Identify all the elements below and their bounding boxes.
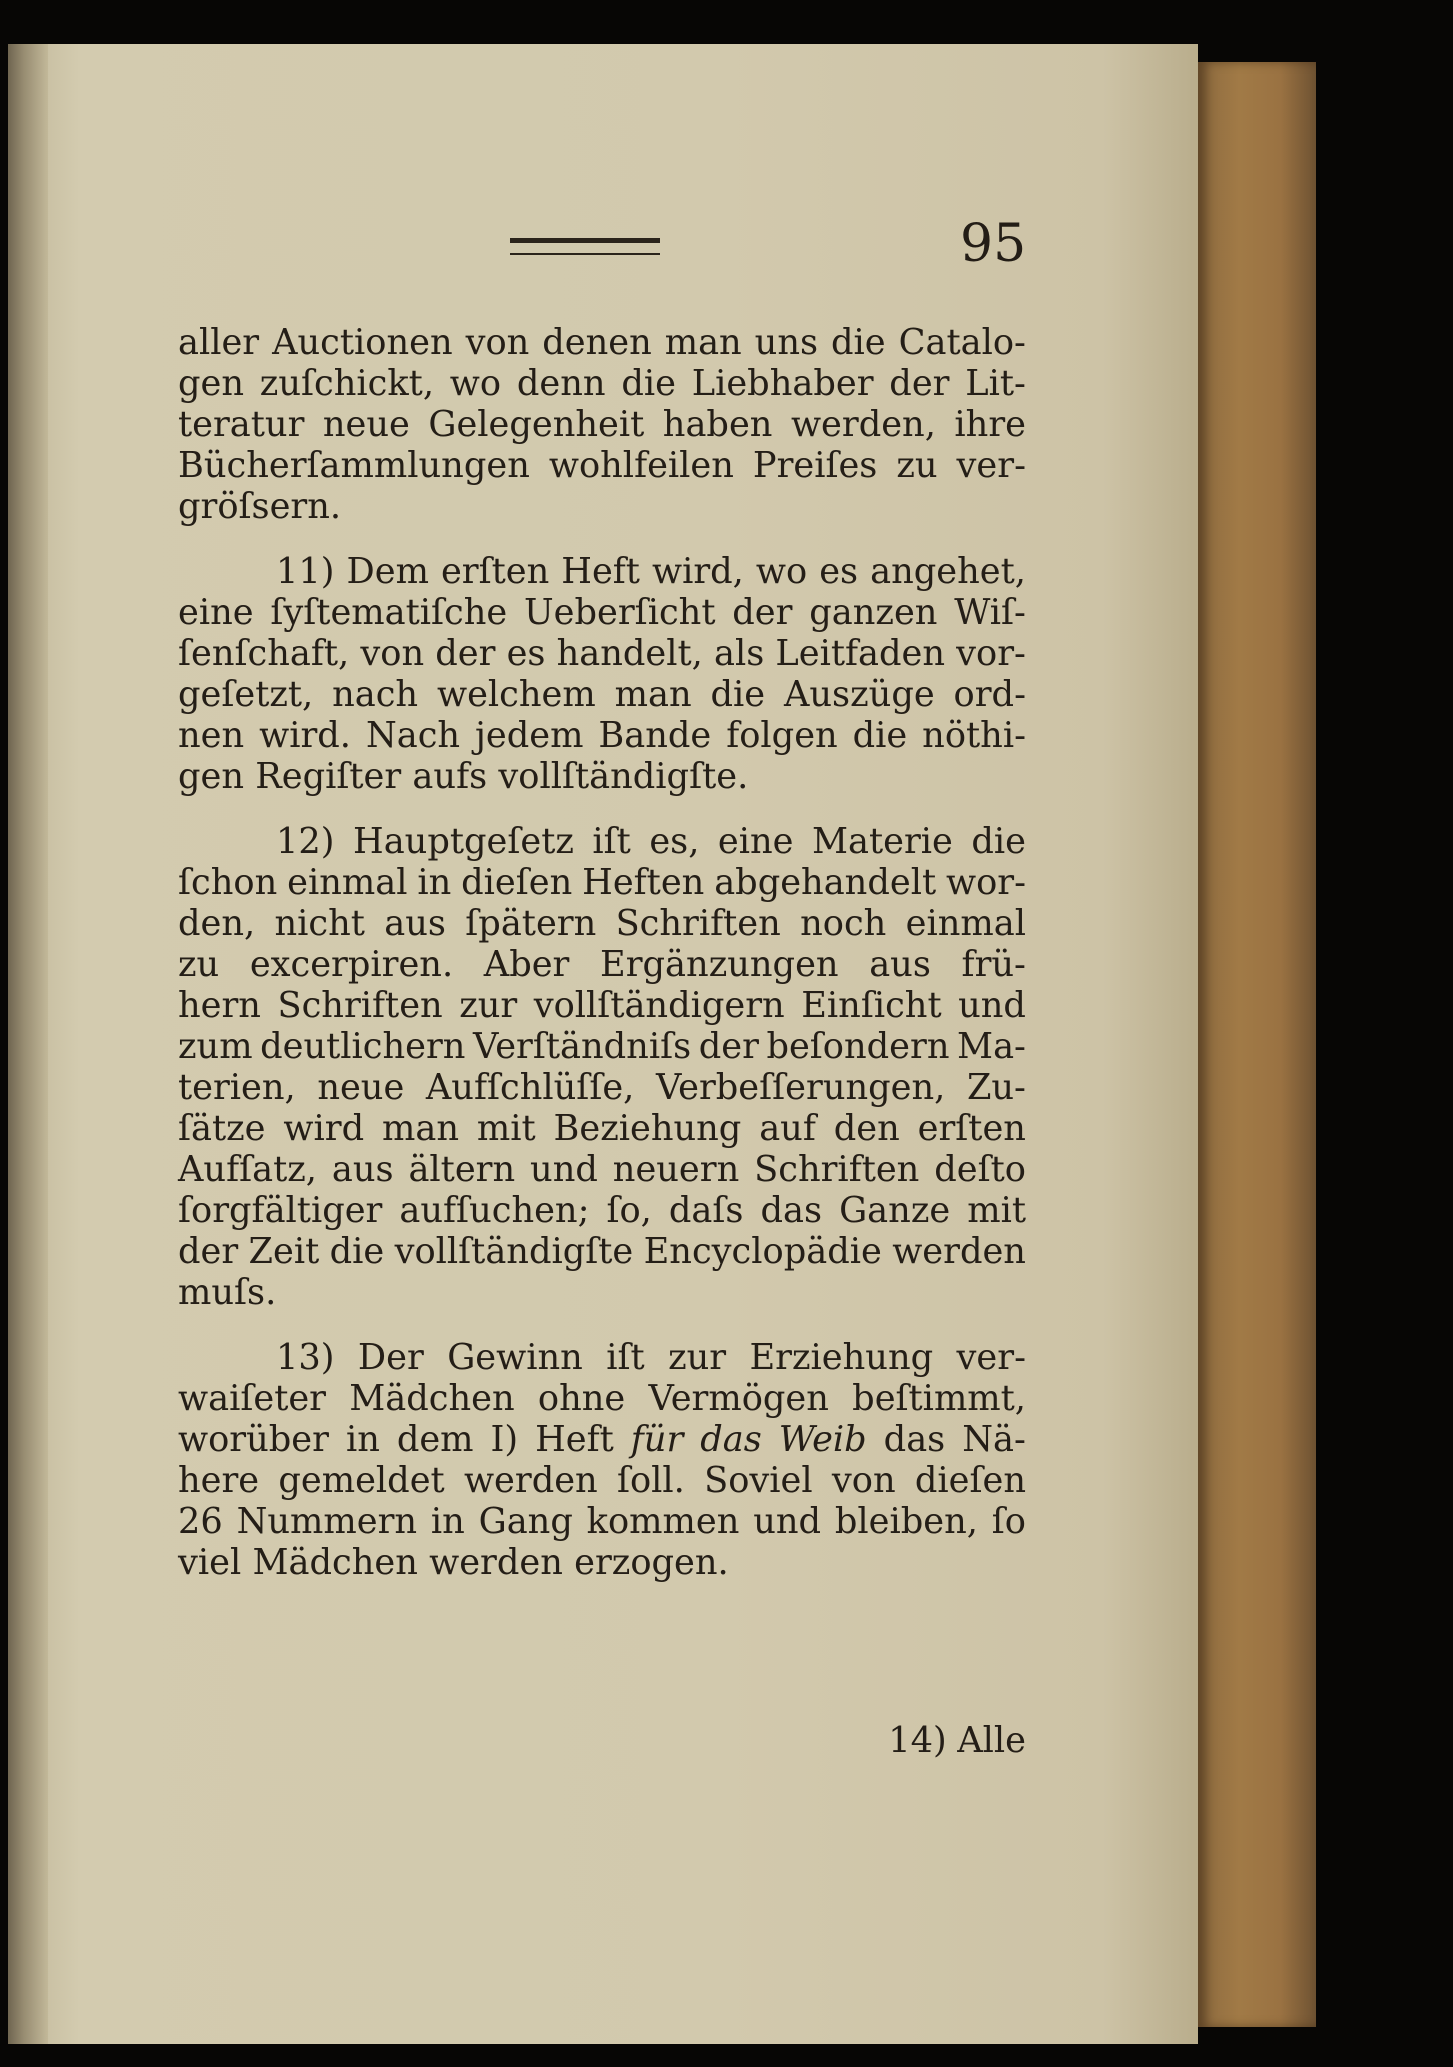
text-line: geſetzt, nach welchem man die Auszüge ord-	[178, 674, 1026, 715]
text-line: gen zuſchickt, wo denn die Liebhaber der Lit-	[178, 363, 1026, 404]
text-line: eine ſyſtematiſche Ueberſicht der ganzen Wiſ-	[178, 592, 1026, 633]
text-line: viel Mädchen werden erzogen.	[178, 1542, 729, 1583]
text-line: zu excerpiren. Aber Ergänzungen aus frü-	[178, 944, 1026, 985]
text-line: Bücherſammlungen wohlfeilen Preiſes zu ver-	[178, 445, 1026, 486]
paragraph	[178, 551, 1026, 797]
text-line: ſorgfältiger aufſuchen; ſo, daſs das Ganze mit	[178, 1190, 1026, 1231]
catchword: 14) Alle	[888, 1720, 1026, 1761]
paragraph-gap	[178, 1313, 1026, 1337]
paragraph	[178, 322, 1026, 527]
page-number: 95	[960, 214, 1027, 274]
text-line: ſätze wird man mit Beziehung auf den erſten	[178, 1108, 1026, 1149]
text-line: gröſsern.	[178, 486, 342, 527]
text-line: 26 Nummern in Gang kommen und bleiben, ſo	[178, 1501, 1026, 1542]
header-rule-ornament	[510, 238, 660, 255]
text-line: ſenſchaft, von der es handelt, als Leitfaden vor-	[178, 633, 1026, 674]
body-text	[178, 322, 1026, 1583]
text-line: ſchon einmal in dieſen Heften abgehandelt wor-	[178, 862, 1026, 903]
text-line: der Zeit die vollſtändigſte Encyclopädie werden	[178, 1231, 1026, 1272]
paragraph-gap	[178, 527, 1026, 551]
text-line: teratur neue Gelegenheit haben werden, ihre	[178, 404, 1026, 445]
text-line: muſs.	[178, 1272, 277, 1313]
text-line: gen Regiſter aufs vollſtändigſte.	[178, 756, 749, 797]
text-line: Aufſatz, aus ältern und neuern Schriften deſto	[178, 1149, 1026, 1190]
text-line: hern Schriften zur vollſtändigern Einſicht und	[178, 985, 1026, 1026]
text-line: nen wird. Nach jedem Bande folgen die nöthi-	[178, 715, 1026, 756]
paragraph	[178, 821, 1026, 1313]
binding-board-edge	[1198, 62, 1316, 2027]
text-line: worüber in dem I) Heft für das Weib das Nä-	[178, 1419, 1026, 1460]
text-line: waiſeter Mädchen ohne Vermögen beſtimmt,	[178, 1378, 1026, 1419]
text-line: den, nicht aus ſpätern Schriften noch einmal	[178, 903, 1026, 944]
text-line: 13) Der Gewinn iſt zur Erziehung ver-	[276, 1337, 1026, 1378]
text-line: zum deutlichern Verſtändniſs der beſondern Ma-	[178, 1026, 1026, 1067]
paragraph-gap	[178, 797, 1026, 821]
text-line: 12) Hauptgeſetz iſt es, eine Materie die	[276, 821, 1026, 862]
text-line: terien, neue Aufſchlüſſe, Verbeſſerungen, Zu-	[178, 1067, 1026, 1108]
page-gutter-shadow	[8, 44, 48, 2044]
text-line: aller Auctionen von denen man uns die Catalo-	[178, 322, 1026, 363]
text-line: 11) Dem erſten Heft wird, wo es angehet,	[276, 551, 1026, 592]
text-line: here gemeldet werden ſoll. Soviel von dieſen	[178, 1460, 1026, 1501]
paragraph	[178, 1337, 1026, 1583]
